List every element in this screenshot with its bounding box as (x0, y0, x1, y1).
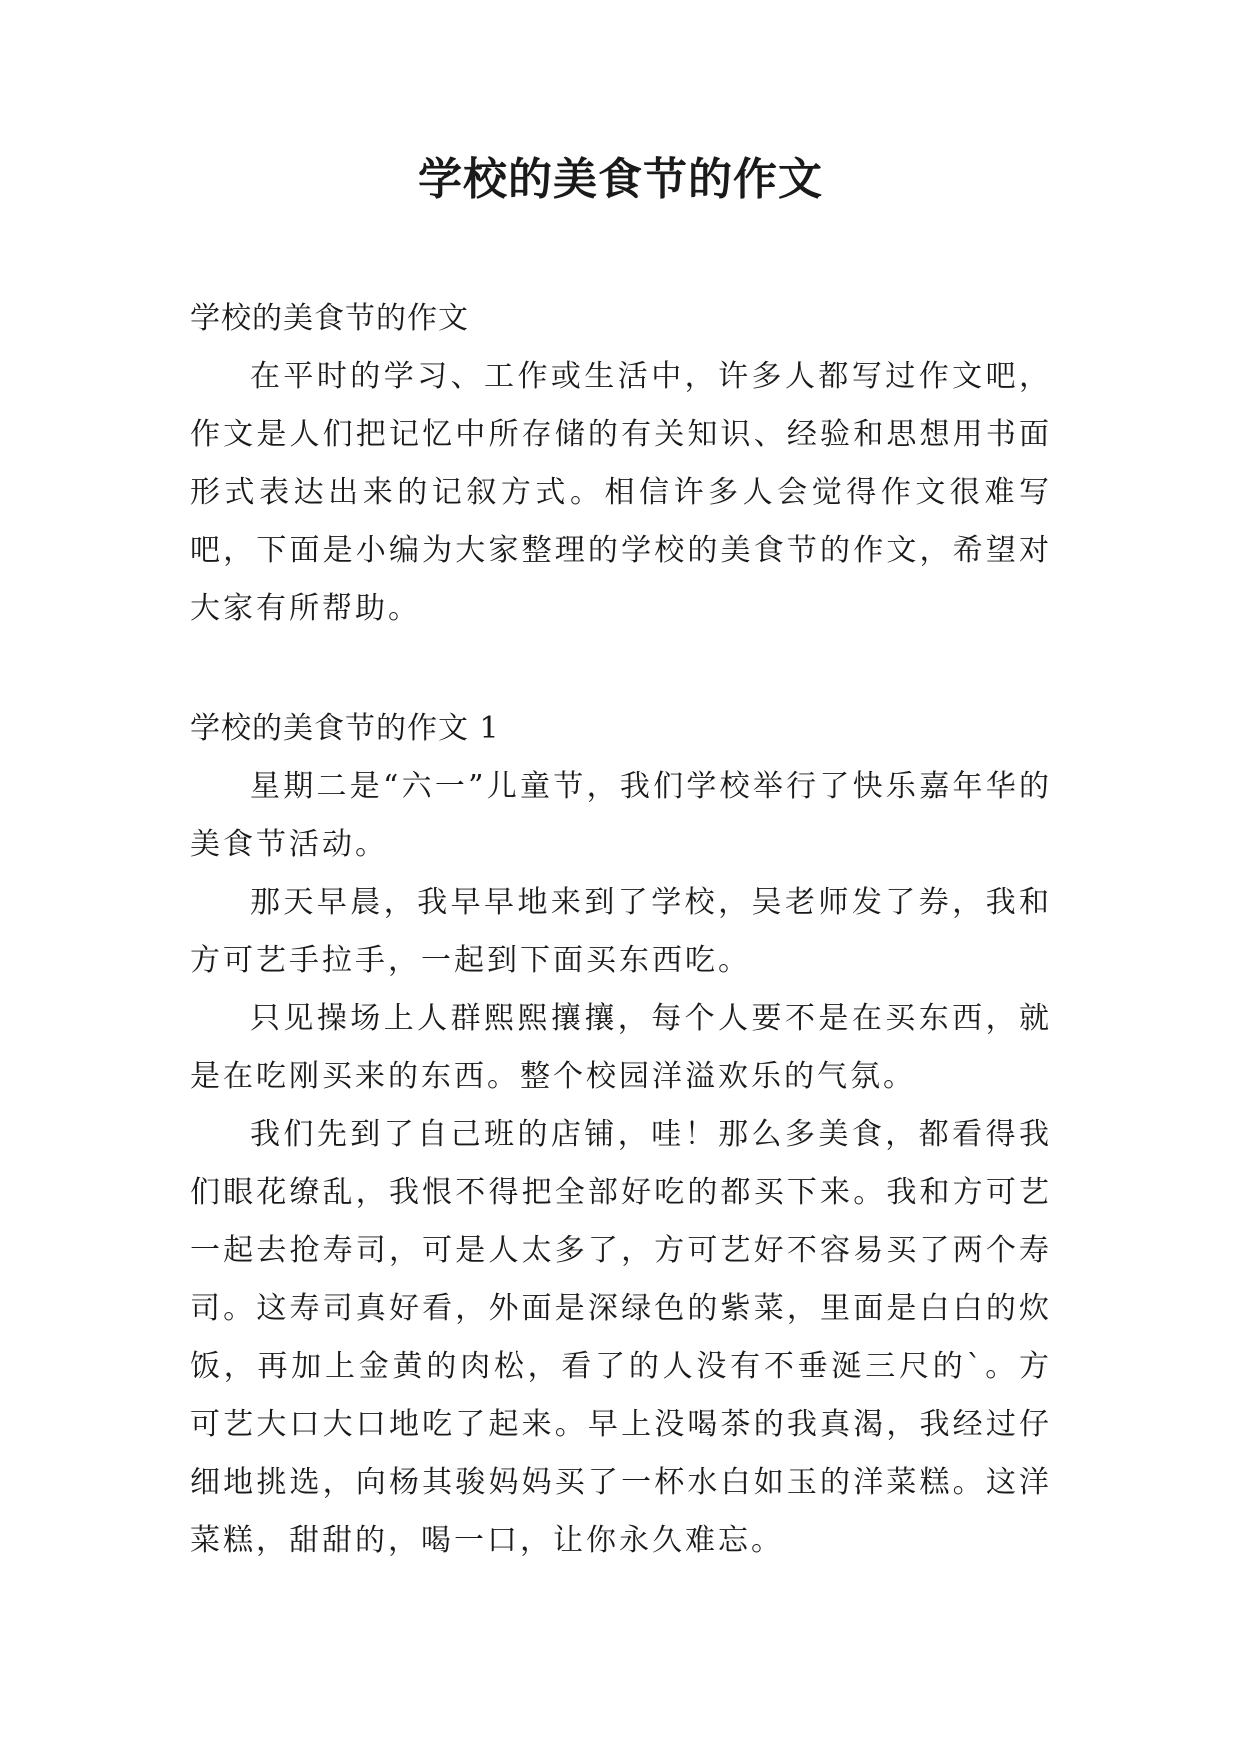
intro-paragraph: 在平时的学习、工作或生活中，许多人都写过作文吧，作文是人们把记忆中所存储的有关知识、经验和思想用书面形式表达出来的记叙方式。相信许多人会觉得作文很难写吧，下面是小编为大家整理的学校的美食节的作文，希望对大家有所帮助。 (190, 359, 1052, 626)
body-paragraph: 我们先到了自己班的店铺，哇！那么多美食，都看得我们眼花缭乱，我恨不得把全部好吃的都买下来。我和方可艺一起去抢寿司，可是人太多了，方可艺好不容易买了两个寿司。这寿司真好看，外面是深绿色的紫菜，里面是白白的炊饭，再加上金黄的肉松，看了的人没有不垂涎三尺的`。方可艺大口大口地吃了起来。早上没喝茶的我真渴，我经过仔细地挑选，向杨其骏妈妈买了一杯水白如玉的洋菜糕。这洋菜糕，甜甜的，喝一口，让你永久难忘。 (190, 1117, 1052, 1558)
section-spacer (190, 638, 1052, 700)
section-heading: 学校的美食节的作文 1 (190, 711, 500, 746)
document-title: 学校的美食节的作文 (418, 154, 823, 205)
body-paragraph: 星期二是“六一”儿童节，我们学校举行了快乐嘉年华的美食节活动。 (190, 769, 1052, 862)
body-paragraph: 只见操场上人群熙熙攘攘，每个人要不是在买东西，就是在吃刚买来的东西。整个校园洋溢欢乐的气氛。 (190, 1001, 1052, 1094)
document-subtitle: 学校的美食节的作文 (190, 301, 469, 336)
body-paragraph: 那天早晨，我早早地来到了学校，吴老师发了券，我和方可艺手拉手，一起到下面买东西吃。 (190, 885, 1052, 978)
document-body (190, 290, 1052, 1570)
